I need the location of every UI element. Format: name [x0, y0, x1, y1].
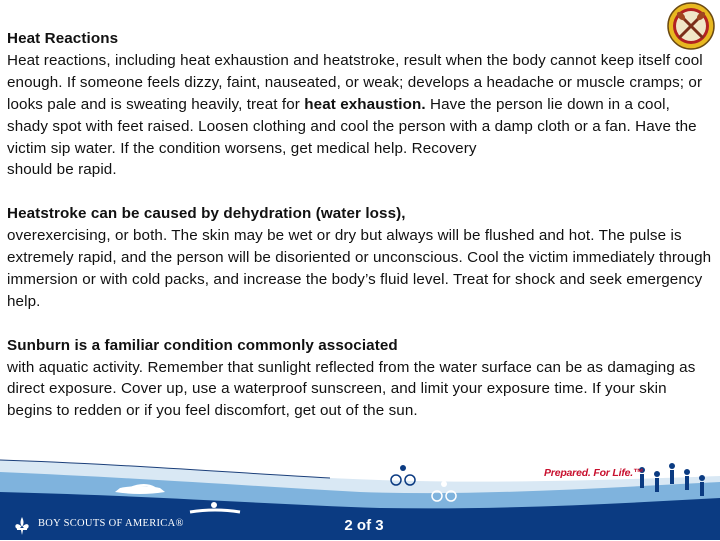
page-indicator: 2 of 3: [333, 512, 395, 540]
sunburn-title: Sunburn is a familiar condition commonly associated: [7, 336, 398, 354]
heat-reactions-text-cont: Have the person lie down in a cool, shady spot with feet raised. Loosen clothing and cool the person with a damp cloth or a fan. Have the victim sip water. If the condition worsens, get medical help. Recovery: [7, 95, 697, 157]
fleur-de-lis-icon: [12, 516, 32, 536]
merit-badge-paddles-icon: [667, 2, 715, 50]
spacer: [7, 313, 713, 335]
heat-reactions-text: Heat reactions, including heat exhaustion and heatstroke, result when the body cannot keep itself cool enough. If someone feels dizzy, faint, nauseated, or weak; develops a headache or muscle cramps; or looks pale and is sweating heavily, treat for: [7, 51, 703, 113]
sunburn-body: with aquatic activity. Remember that sunlight reflected from the water surface can be as damaging as direct exposure. Cover up, use a waterproof sunscreen, and limit your exposure time. If your skin begins to redden or if you feel discomfort, get out of the sun.: [7, 358, 696, 420]
slide-content: [7, 28, 713, 422]
tagline: Prepared. For Life.™: [544, 467, 644, 479]
heatstroke-body: overexercising, or both. The skin may be wet or dry but always will be flushed and hot. The pulse is extremely rapid, and the person will be disoriented or unconscious. Cool the victim immediately through immersion or with cold packs, and increase the body’s fluid level. Treat for shock and seek emergency help.: [7, 227, 712, 310]
organization-name: BOY SCOUTS OF AMERICA®: [38, 518, 184, 529]
spacer: [7, 181, 713, 203]
heat-reactions-body: [7, 50, 713, 160]
heat-reactions-last-line: should be rapid.: [7, 161, 117, 179]
heat-reactions-title: Heat Reactions: [7, 30, 119, 47]
heat-exhaustion-term: heat exhaustion.: [304, 95, 426, 113]
heatstroke-title: Heatstroke can be caused by dehydration (water loss),: [7, 205, 406, 223]
